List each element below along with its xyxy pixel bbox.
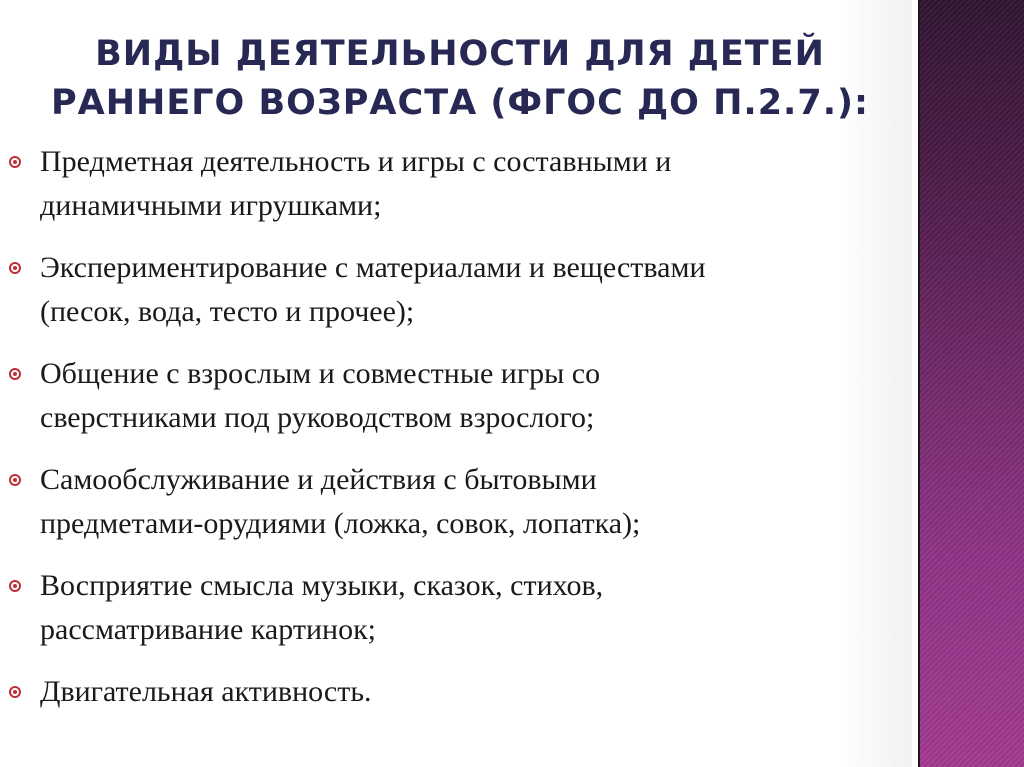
bullet-text-line-1: Общение с взрослым и совместные игры со xyxy=(40,357,601,390)
bullet-item-4 xyxy=(0,458,870,546)
bullet-item-2 xyxy=(0,246,870,334)
bullet-text-line-1: Восприятие смысла музыки, сказок, стихов, xyxy=(40,569,604,602)
slide-title-line-2: РАННЕГО ВОЗРАСТА (ФГОС ДО П.2.7.): xyxy=(51,83,869,123)
bullet-text-line-1: Двигательная активность. xyxy=(40,675,372,708)
bullet-item-3 xyxy=(0,352,870,440)
bullet-circle-icon xyxy=(9,368,21,380)
bullet-text-line-2: сверстниками под руководством взрослого; xyxy=(40,401,595,434)
activity-bullet-list xyxy=(0,140,870,714)
bullet-circle-icon xyxy=(9,262,21,274)
slide-title-line-1: ВИДЫ ДЕЯТЕЛЬНОСТИ ДЛЯ ДЕТЕЙ xyxy=(95,34,825,74)
bullet-text-line-1: Предметная деятельность и игры с составными и xyxy=(40,145,672,178)
bullet-text-line-2: (песок, вода, тесто и прочее); xyxy=(40,295,415,328)
bullet-text-line-2: рассматривание картинок; xyxy=(40,613,376,646)
bullet-item-1 xyxy=(0,140,870,228)
bullet-item-6 xyxy=(0,670,870,714)
bullet-circle-icon xyxy=(9,686,21,698)
bullet-text-line-1: Экспериментирование с материалами и веществами xyxy=(40,251,706,284)
slide-title xyxy=(40,30,880,128)
decorative-purple-sidebar xyxy=(912,0,1024,767)
bullet-text-line-2: динамичными игрушками; xyxy=(40,189,382,222)
bullet-circle-icon xyxy=(9,156,21,168)
bullet-text-line-1: Самообслуживание и действия с бытовыми xyxy=(40,463,597,496)
bullet-circle-icon xyxy=(9,474,21,486)
bullet-text-line-2: предметами-орудиями (ложка, совок, лопатка); xyxy=(40,507,641,540)
bullet-circle-icon xyxy=(9,580,21,592)
bullet-item-5 xyxy=(0,564,870,652)
